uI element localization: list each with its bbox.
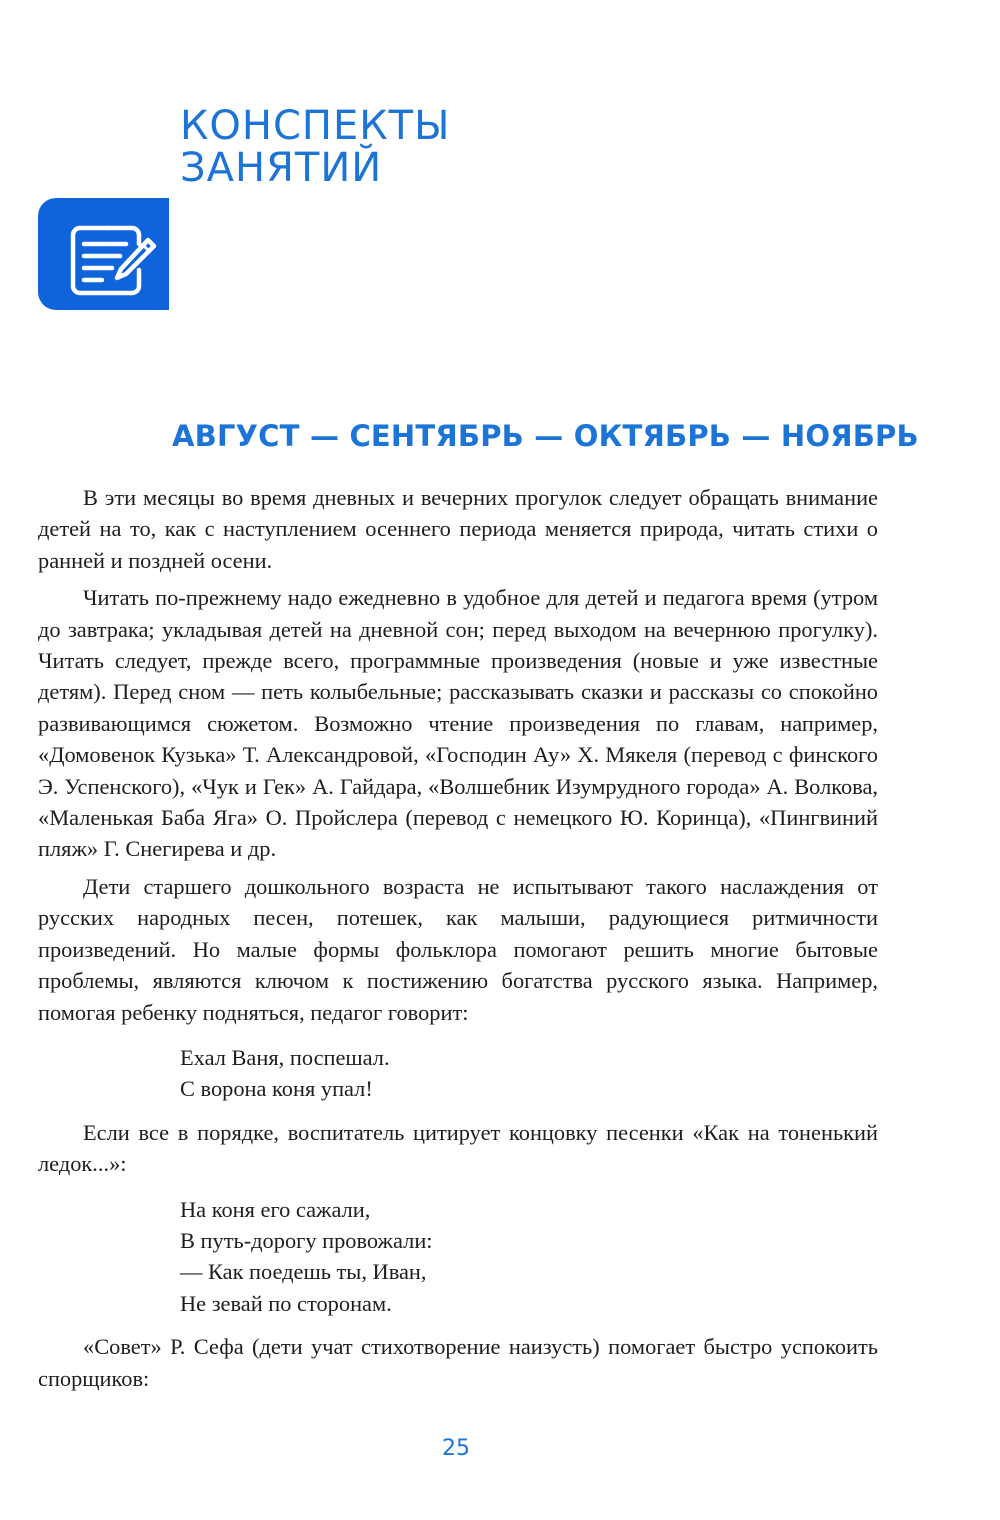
paragraph-3: Дети старшего дошкольного возраста не испытывают такого наслаждения от русских народных песен, потешек, как малыши, радующиеся ритмичности произведений. Но малые формы фольклора помогают решить многие бытовые проблемы, являются ключом к постижению богатства русского языка. Например, помогая ребенку подняться, педагог говорит:	[38, 873, 878, 1025]
verse-line: Ехал Ваня, поспешал.	[180, 1044, 390, 1070]
paragraph-2: Читать по-прежнему надо ежедневно в удобное для детей и педагога время (утром до завтрака; укладывая детей на дневной сон; перед выходом на вечернюю прогулку). Читать следует, прежде всего, программные произведения (новые и уже известные детям). Перед сном — петь колыбельные; рассказывать сказки и рассказы со спокойно развивающимся сюжетом. Возможно чтение произведения по главам, например, «Домовенок Кузька» Т. Александровой, «Господин Ау» Х. Мякеля (перевод с финского Э. Успенского), «Чук и Гек» А. Гайдара, «Волшебник Изумрудного города» А. Волкова, «Маленькая Баба Яга» О. Пройслера (перевод с немецкого Ю. Коринца), «Пингвиний пляж» Г. Снегирева и др.	[38, 585, 878, 862]
section-title-line-1: КОНСПЕКТЫ	[180, 103, 451, 149]
section-icon-box	[38, 198, 169, 310]
verse-line: — Как поедешь ты, Иван,	[180, 1259, 427, 1285]
paragraph-1: В эти месяцы во время дневных и вечерних прогулок следует обращать внимание детей на то, как с наступлением осеннего периода меняется природа, читать стихи о ранней и поздней осени.	[38, 485, 878, 573]
notes-icon	[38, 198, 169, 310]
paragraph-5: «Совет» Р. Сефа (дети учат стихотворение наизусть) помогает быстро успокоить спорщиков:	[38, 1334, 878, 1391]
verse-2	[180, 1194, 878, 1320]
verse-line: На коня его сажали,	[180, 1196, 371, 1222]
section-title-line-2: ЗАНЯТИЙ	[180, 145, 383, 191]
verse-line: Не зевай по сторонам.	[180, 1290, 392, 1316]
months-heading: АВГУСТ — СЕНТЯБРЬ — ОКТЯБРЬ — НОЯБРЬ	[172, 419, 919, 453]
body-text	[38, 482, 878, 1394]
paragraph-4: Если все в порядке, воспитатель цитирует концовку песенки «Как на тоненький ледок...»:	[38, 1119, 878, 1177]
section-title	[180, 105, 450, 189]
verse-line: С ворона коня упал!	[180, 1076, 373, 1102]
verse-1	[180, 1042, 878, 1105]
verse-line: В путь-дорогу провожали:	[180, 1227, 433, 1253]
page-number: 25	[442, 1436, 470, 1461]
